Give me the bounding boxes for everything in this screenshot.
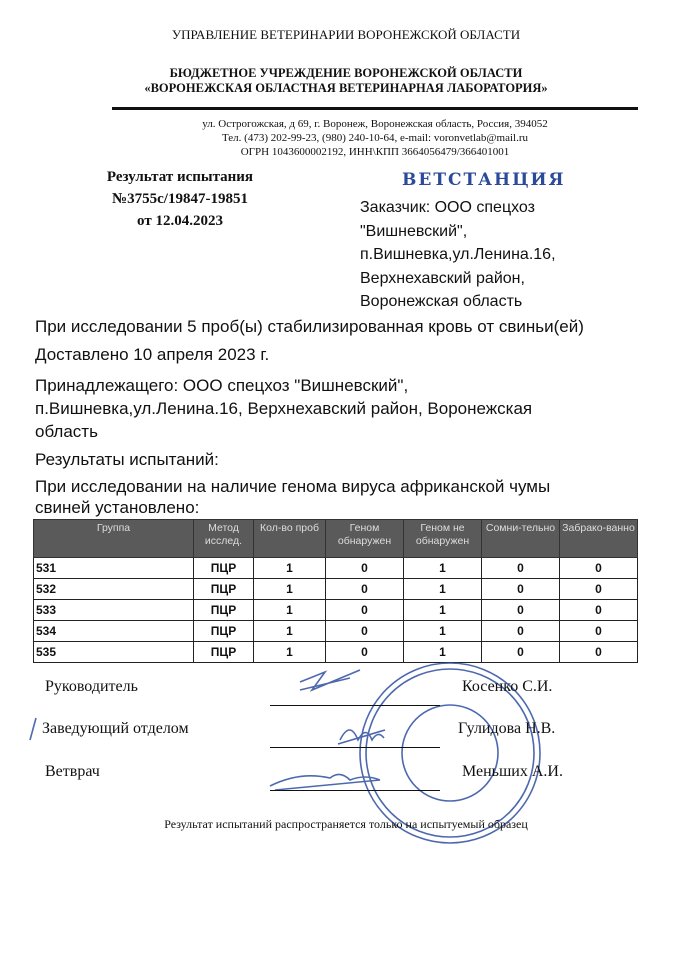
role-label: Руководитель [45, 678, 138, 695]
table-cell: 1 [254, 558, 326, 579]
signature-mark [30, 718, 36, 740]
contact-block [112, 117, 638, 159]
result-number: №3755с/19847-19851 [112, 191, 248, 207]
col-header: Забрако-ванно [560, 520, 638, 558]
result-date: от 12.04.2023 [137, 213, 223, 229]
signer-name: Меньших А.И. [462, 763, 563, 780]
table-cell: 1 [254, 642, 326, 663]
table-cell: ПЦР [194, 642, 254, 663]
table-row [34, 621, 638, 642]
table-cell: ПЦР [194, 600, 254, 621]
result-heading [60, 166, 300, 232]
col-header: Метод исслед. [194, 520, 254, 558]
delivered-text: Доставлено 10 апреля 2023 г. [35, 345, 270, 364]
org-line-2: «ВОРОНЕЖСКАЯ ОБЛАСТНАЯ ВЕТЕРИНАРНАЯ ЛАБОРАТОРИЯ» [144, 81, 548, 95]
phone-email: Тел. (473) 202-99-23, (980) 240-10-64, e-mail: voronvetlab@mail.ru [221, 132, 528, 144]
col-header: Сомни-тельно [482, 520, 560, 558]
address: ул. Острогожская, д 69, г. Воронеж, Воронежская область, Россия, 394052 [202, 118, 548, 130]
table-cell: 532 [34, 579, 194, 600]
results-label: Результаты испытаний: [35, 450, 219, 469]
table-cell: 0 [326, 642, 404, 663]
customer-line: "Вишневский", [360, 222, 468, 240]
table-cell: 534 [34, 621, 194, 642]
registration-ids: ОГРН 1043600002192, ИНН\КПП 3664056479/366401001 [240, 146, 510, 158]
signer-name: Гулидова Н.В. [458, 720, 556, 737]
table-cell: 0 [560, 600, 638, 621]
signature-line [270, 747, 440, 748]
table-header-row [34, 520, 638, 558]
table-cell: 0 [560, 642, 638, 663]
vetstation-stamp: ВЕТСТАНЦИЯ [402, 170, 566, 190]
table-cell: 0 [482, 579, 560, 600]
table-cell: 531 [34, 558, 194, 579]
study-text: При исследовании 5 проб(ы) стабилизированная кровь от свиньи(ей) [35, 317, 584, 336]
result-title: Результат испытания [106, 169, 254, 185]
table-cell: 0 [326, 621, 404, 642]
table-row [34, 579, 638, 600]
role-label: Ветврач [45, 763, 100, 780]
table-cell: 1 [254, 579, 326, 600]
results-table [33, 519, 638, 663]
organization-name [0, 66, 692, 96]
header-divider [112, 107, 638, 110]
table-cell: 1 [404, 579, 482, 600]
table-cell: 1 [254, 600, 326, 621]
table-row [34, 558, 638, 579]
table-cell: 0 [326, 558, 404, 579]
table-cell: 0 [482, 600, 560, 621]
table-cell: 1 [404, 621, 482, 642]
table-cell: 1 [404, 558, 482, 579]
table-cell: 0 [560, 558, 638, 579]
table-cell: 0 [326, 600, 404, 621]
customer-block [360, 196, 556, 314]
table-cell: 1 [404, 642, 482, 663]
customer-line: п.Вишневка,ул.Ленина.16, [360, 246, 556, 263]
signer-name: Косенко С.И. [462, 678, 553, 695]
table-row [34, 600, 638, 621]
table-cell: ПЦР [194, 558, 254, 579]
col-header: Геном обнаружен [326, 520, 404, 558]
table-cell: 1 [404, 600, 482, 621]
customer-line: Верхнехавский район, [360, 269, 525, 287]
table-cell: 0 [482, 621, 560, 642]
authority-title: УПРАВЛЕНИЕ ВЕТЕРИНАРИИ ВОРОНЕЖСКОЙ ОБЛАСТИ [171, 27, 521, 42]
table-cell: 0 [482, 558, 560, 579]
finding-text: При исследовании на наличие генома вируса африканской чумы свиней установлено: [35, 477, 551, 517]
table-cell: 533 [34, 600, 194, 621]
col-header: Группа [34, 520, 194, 558]
customer-line: Заказчик: ООО спецхоз [360, 199, 535, 216]
table-cell: 0 [482, 642, 560, 663]
col-header: Кол-во проб [254, 520, 326, 558]
table-cell: 0 [560, 579, 638, 600]
table-cell: 0 [560, 621, 638, 642]
table-cell: ПЦР [194, 579, 254, 600]
customer-line: Воронежская область [360, 293, 523, 310]
table-cell: 1 [254, 621, 326, 642]
signature-line [270, 705, 440, 706]
footer-note: Результат испытаний распространяется только на испытуемый образец [164, 817, 528, 831]
table-cell: ПЦР [194, 621, 254, 642]
org-line-1: БЮДЖЕТНОЕ УЧРЕЖДЕНИЕ ВОРОНЕЖСКОЙ ОБЛАСТИ [169, 66, 523, 80]
col-header: Геном не обнаружен [404, 520, 482, 558]
table-cell: 535 [34, 642, 194, 663]
owner-text: Принадлежащего: ООО спецхоз "Вишневский", п.Вишневка,ул.Ленина.16, Верхнехавский район, Воронежская область [35, 376, 533, 441]
signature-line [270, 790, 440, 791]
table-cell: 0 [326, 579, 404, 600]
role-label: Заведующий отделом [42, 720, 189, 737]
signature-kosenko [300, 670, 360, 690]
